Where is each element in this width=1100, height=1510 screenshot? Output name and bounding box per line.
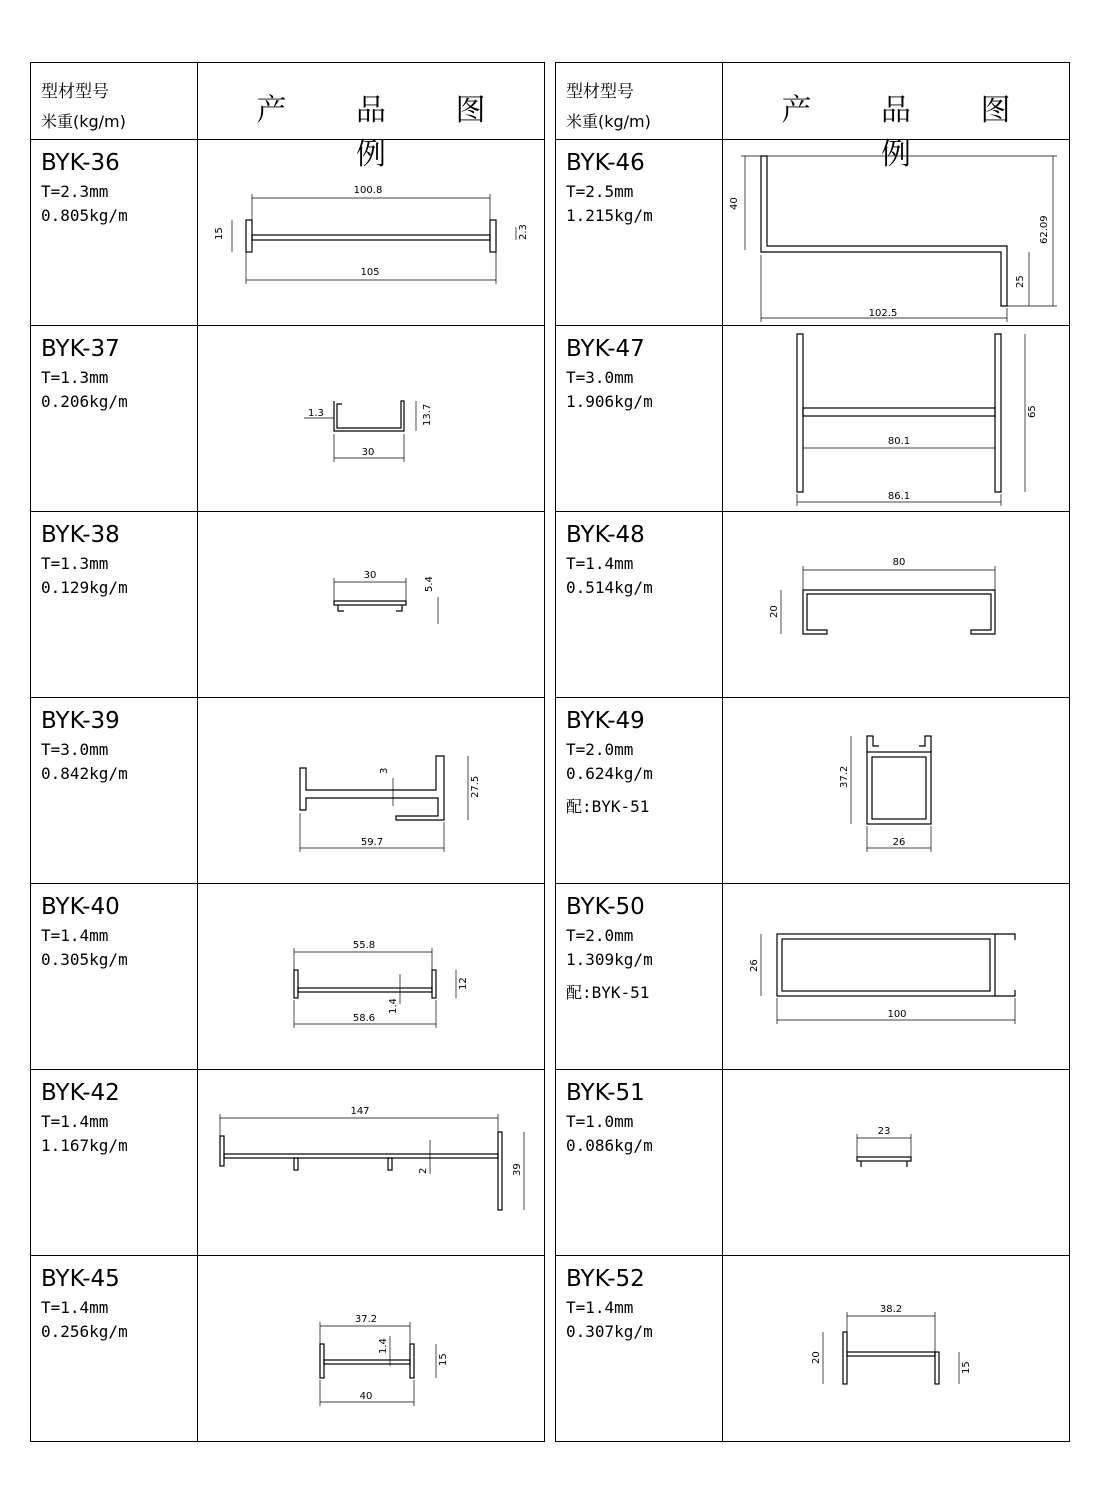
dim-label: 100.8 — [353, 185, 383, 196]
header-label-cell — [31, 63, 198, 140]
profile-row — [556, 326, 1070, 512]
header-title: 产 品 图 例 — [256, 93, 516, 172]
dim-label: 20 — [769, 605, 780, 618]
header-weight-label: 米重(kg/m) — [41, 112, 126, 131]
profile-table-left — [30, 62, 545, 1442]
profile-drawing-byk-49 — [723, 698, 1069, 883]
profile-info-cell — [556, 326, 723, 512]
profile-drawing-cell — [723, 326, 1070, 512]
profile-drawing-cell — [198, 140, 545, 326]
dim-label: 58.6 — [352, 1013, 376, 1024]
profile-drawing-byk-46 — [723, 140, 1069, 325]
header-title: 产 品 图 例 — [781, 93, 1041, 172]
profile-info-cell — [556, 698, 723, 884]
profile-row — [31, 884, 545, 1070]
dim-label: 102.5 — [868, 308, 898, 319]
profile-weight: 0.805kg/m — [41, 206, 128, 225]
dim-label: 1.3 — [308, 408, 324, 419]
dim-label: 27.5 — [470, 775, 481, 798]
profile-thickness: T=1.3mm — [41, 554, 109, 573]
profile-drawing-byk-37 — [198, 326, 544, 511]
profile-weight: 1.167kg/m — [41, 1136, 128, 1155]
dim-label: 26 — [892, 837, 906, 848]
profile-code: BYK-42 — [41, 1080, 120, 1106]
profile-thickness: T=1.0mm — [566, 1112, 634, 1131]
dim-label: 80.1 — [887, 436, 911, 447]
profile-info-cell — [31, 1256, 198, 1442]
profile-code: BYK-51 — [566, 1080, 645, 1106]
dim-label: 26 — [749, 959, 760, 972]
profile-thickness: T=1.4mm — [566, 1298, 634, 1317]
dim-label: 40 — [359, 1391, 373, 1402]
profile-info-cell — [556, 884, 723, 1070]
profile-code: BYK-52 — [566, 1266, 645, 1292]
profile-row — [556, 1256, 1070, 1442]
profile-row — [31, 512, 545, 698]
profile-info-cell — [556, 140, 723, 326]
profile-thickness: T=1.4mm — [566, 554, 634, 573]
dim-label: 1.4 — [378, 1338, 389, 1354]
profile-code: BYK-50 — [566, 894, 645, 920]
profile-drawing-cell — [723, 698, 1070, 884]
profile-code: BYK-46 — [566, 150, 645, 176]
profile-info-cell — [556, 1256, 723, 1442]
profile-code: BYK-40 — [41, 894, 120, 920]
dim-label: 1.4 — [388, 998, 399, 1014]
dim-label: 20 — [811, 1351, 822, 1364]
profile-drawing-byk-48 — [723, 512, 1069, 697]
profile-code: BYK-48 — [566, 522, 645, 548]
profile-drawing-cell — [198, 326, 545, 512]
dim-label: 105 — [360, 267, 380, 278]
profile-drawing-cell — [198, 698, 545, 884]
profile-drawing-cell — [723, 1256, 1070, 1442]
profile-drawing-byk-45 — [198, 1256, 544, 1441]
profile-drawing-byk-36 — [198, 140, 544, 325]
profile-code: BYK-38 — [41, 522, 120, 548]
profile-thickness: T=1.4mm — [41, 1298, 109, 1317]
dim-label: 30 — [363, 570, 377, 581]
profile-info-cell — [31, 326, 198, 512]
profile-drawing-byk-39 — [198, 698, 544, 883]
header-weight-label: 米重(kg/m) — [566, 112, 651, 131]
dim-label: 2.3 — [518, 224, 529, 240]
profile-weight: 1.215kg/m — [566, 206, 653, 225]
profile-thickness: T=2.0mm — [566, 926, 634, 945]
profile-weight: 0.514kg/m — [566, 578, 653, 597]
profile-table-right — [555, 62, 1070, 1442]
profile-row — [556, 1070, 1070, 1256]
profile-weight: 0.206kg/m — [41, 392, 128, 411]
profile-row — [556, 884, 1070, 1070]
dim-label: 15 — [438, 1353, 449, 1366]
dim-label: 147 — [350, 1106, 370, 1117]
dim-label: 59.7 — [360, 837, 384, 848]
profile-drawing-byk-52 — [723, 1256, 1069, 1441]
profile-weight: 0.624kg/m — [566, 764, 653, 783]
profile-drawing-cell — [723, 1070, 1070, 1256]
profile-note: 配:BYK-51 — [566, 797, 650, 816]
dim-label: 80 — [892, 557, 906, 568]
dim-label: 86.1 — [887, 491, 911, 502]
dim-label: 39 — [512, 1163, 523, 1176]
profile-drawing-cell — [198, 884, 545, 1070]
header-title-cell — [723, 63, 1070, 172]
dim-label: 12 — [458, 977, 469, 990]
profile-weight: 0.842kg/m — [41, 764, 128, 783]
profile-thickness: T=3.0mm — [41, 740, 109, 759]
profile-drawing-cell — [723, 140, 1070, 326]
profile-weight: 0.307kg/m — [566, 1322, 653, 1341]
profile-code: BYK-37 — [41, 336, 120, 362]
profile-code: BYK-45 — [41, 1266, 120, 1292]
dim-label: 55.8 — [352, 940, 376, 951]
profile-code: BYK-36 — [41, 150, 120, 176]
profile-thickness: T=2.0mm — [566, 740, 634, 759]
profile-info-cell — [556, 512, 723, 698]
header-model-label: 型材型号 — [566, 82, 634, 102]
profile-thickness: T=1.4mm — [41, 1112, 109, 1131]
profile-weight: 0.086kg/m — [566, 1136, 653, 1155]
profile-weight: 0.305kg/m — [41, 950, 128, 969]
profile-row — [31, 1256, 545, 1442]
dim-label: 40 — [729, 197, 740, 210]
dim-label: 2 — [418, 1167, 429, 1174]
dim-label: 38.2 — [879, 1304, 903, 1315]
profile-drawing-byk-42 — [198, 1070, 544, 1255]
profile-thickness: T=2.3mm — [41, 182, 109, 201]
profile-info-cell — [31, 698, 198, 884]
header-title-cell — [198, 63, 545, 172]
profile-info-cell — [31, 140, 198, 326]
profile-drawing-cell — [723, 512, 1070, 698]
profile-code: BYK-47 — [566, 336, 645, 362]
dim-label: 23 — [877, 1126, 891, 1137]
profile-row — [31, 140, 545, 326]
profile-drawing-byk-40 — [198, 884, 544, 1069]
dim-label: 3 — [379, 767, 390, 774]
profile-drawing-cell — [198, 1256, 545, 1442]
profile-row — [31, 326, 545, 512]
dim-label: 62.09 — [1039, 215, 1050, 244]
profile-info-cell — [31, 1070, 198, 1256]
profile-drawing-cell — [723, 884, 1070, 1070]
profile-row — [556, 140, 1070, 326]
profile-info-cell — [31, 884, 198, 1070]
header-model-label: 型材型号 — [41, 82, 109, 102]
profile-drawing-cell — [198, 512, 545, 698]
header-label-cell — [556, 63, 723, 140]
profile-row — [556, 512, 1070, 698]
dim-label: 15 — [961, 1361, 972, 1374]
profile-row — [31, 1070, 545, 1256]
profile-weight: 1.309kg/m — [566, 950, 653, 969]
profile-thickness: T=1.3mm — [41, 368, 109, 387]
dim-label: 65 — [1027, 405, 1038, 418]
profile-drawing-byk-47 — [723, 326, 1069, 511]
profile-drawing-byk-51 — [723, 1070, 1069, 1255]
dim-label: 5.4 — [424, 576, 435, 592]
profile-thickness: T=1.4mm — [41, 926, 109, 945]
profile-thickness: T=3.0mm — [566, 368, 634, 387]
dim-label: 25 — [1015, 275, 1026, 288]
dim-label: 30 — [361, 447, 375, 458]
profile-row — [31, 698, 545, 884]
dim-label: 37.2 — [354, 1314, 378, 1325]
profile-drawing-byk-50 — [723, 884, 1069, 1069]
profile-drawing-cell — [198, 1070, 545, 1256]
profile-code: BYK-39 — [41, 708, 120, 734]
profile-info-cell — [31, 512, 198, 698]
dim-label: 100 — [887, 1009, 907, 1020]
profile-drawing-byk-38 — [198, 512, 544, 697]
dim-label: 15 — [214, 227, 225, 240]
profile-info-cell — [556, 1070, 723, 1256]
profile-weight: 0.256kg/m — [41, 1322, 128, 1341]
profile-thickness: T=2.5mm — [566, 182, 634, 201]
profile-weight: 0.129kg/m — [41, 578, 128, 597]
profile-row — [556, 698, 1070, 884]
profile-note: 配:BYK-51 — [566, 983, 650, 1002]
profile-code: BYK-49 — [566, 708, 645, 734]
dim-label: 37.2 — [839, 765, 850, 788]
dim-label: 13.7 — [422, 403, 433, 426]
profile-weight: 1.906kg/m — [566, 392, 653, 411]
